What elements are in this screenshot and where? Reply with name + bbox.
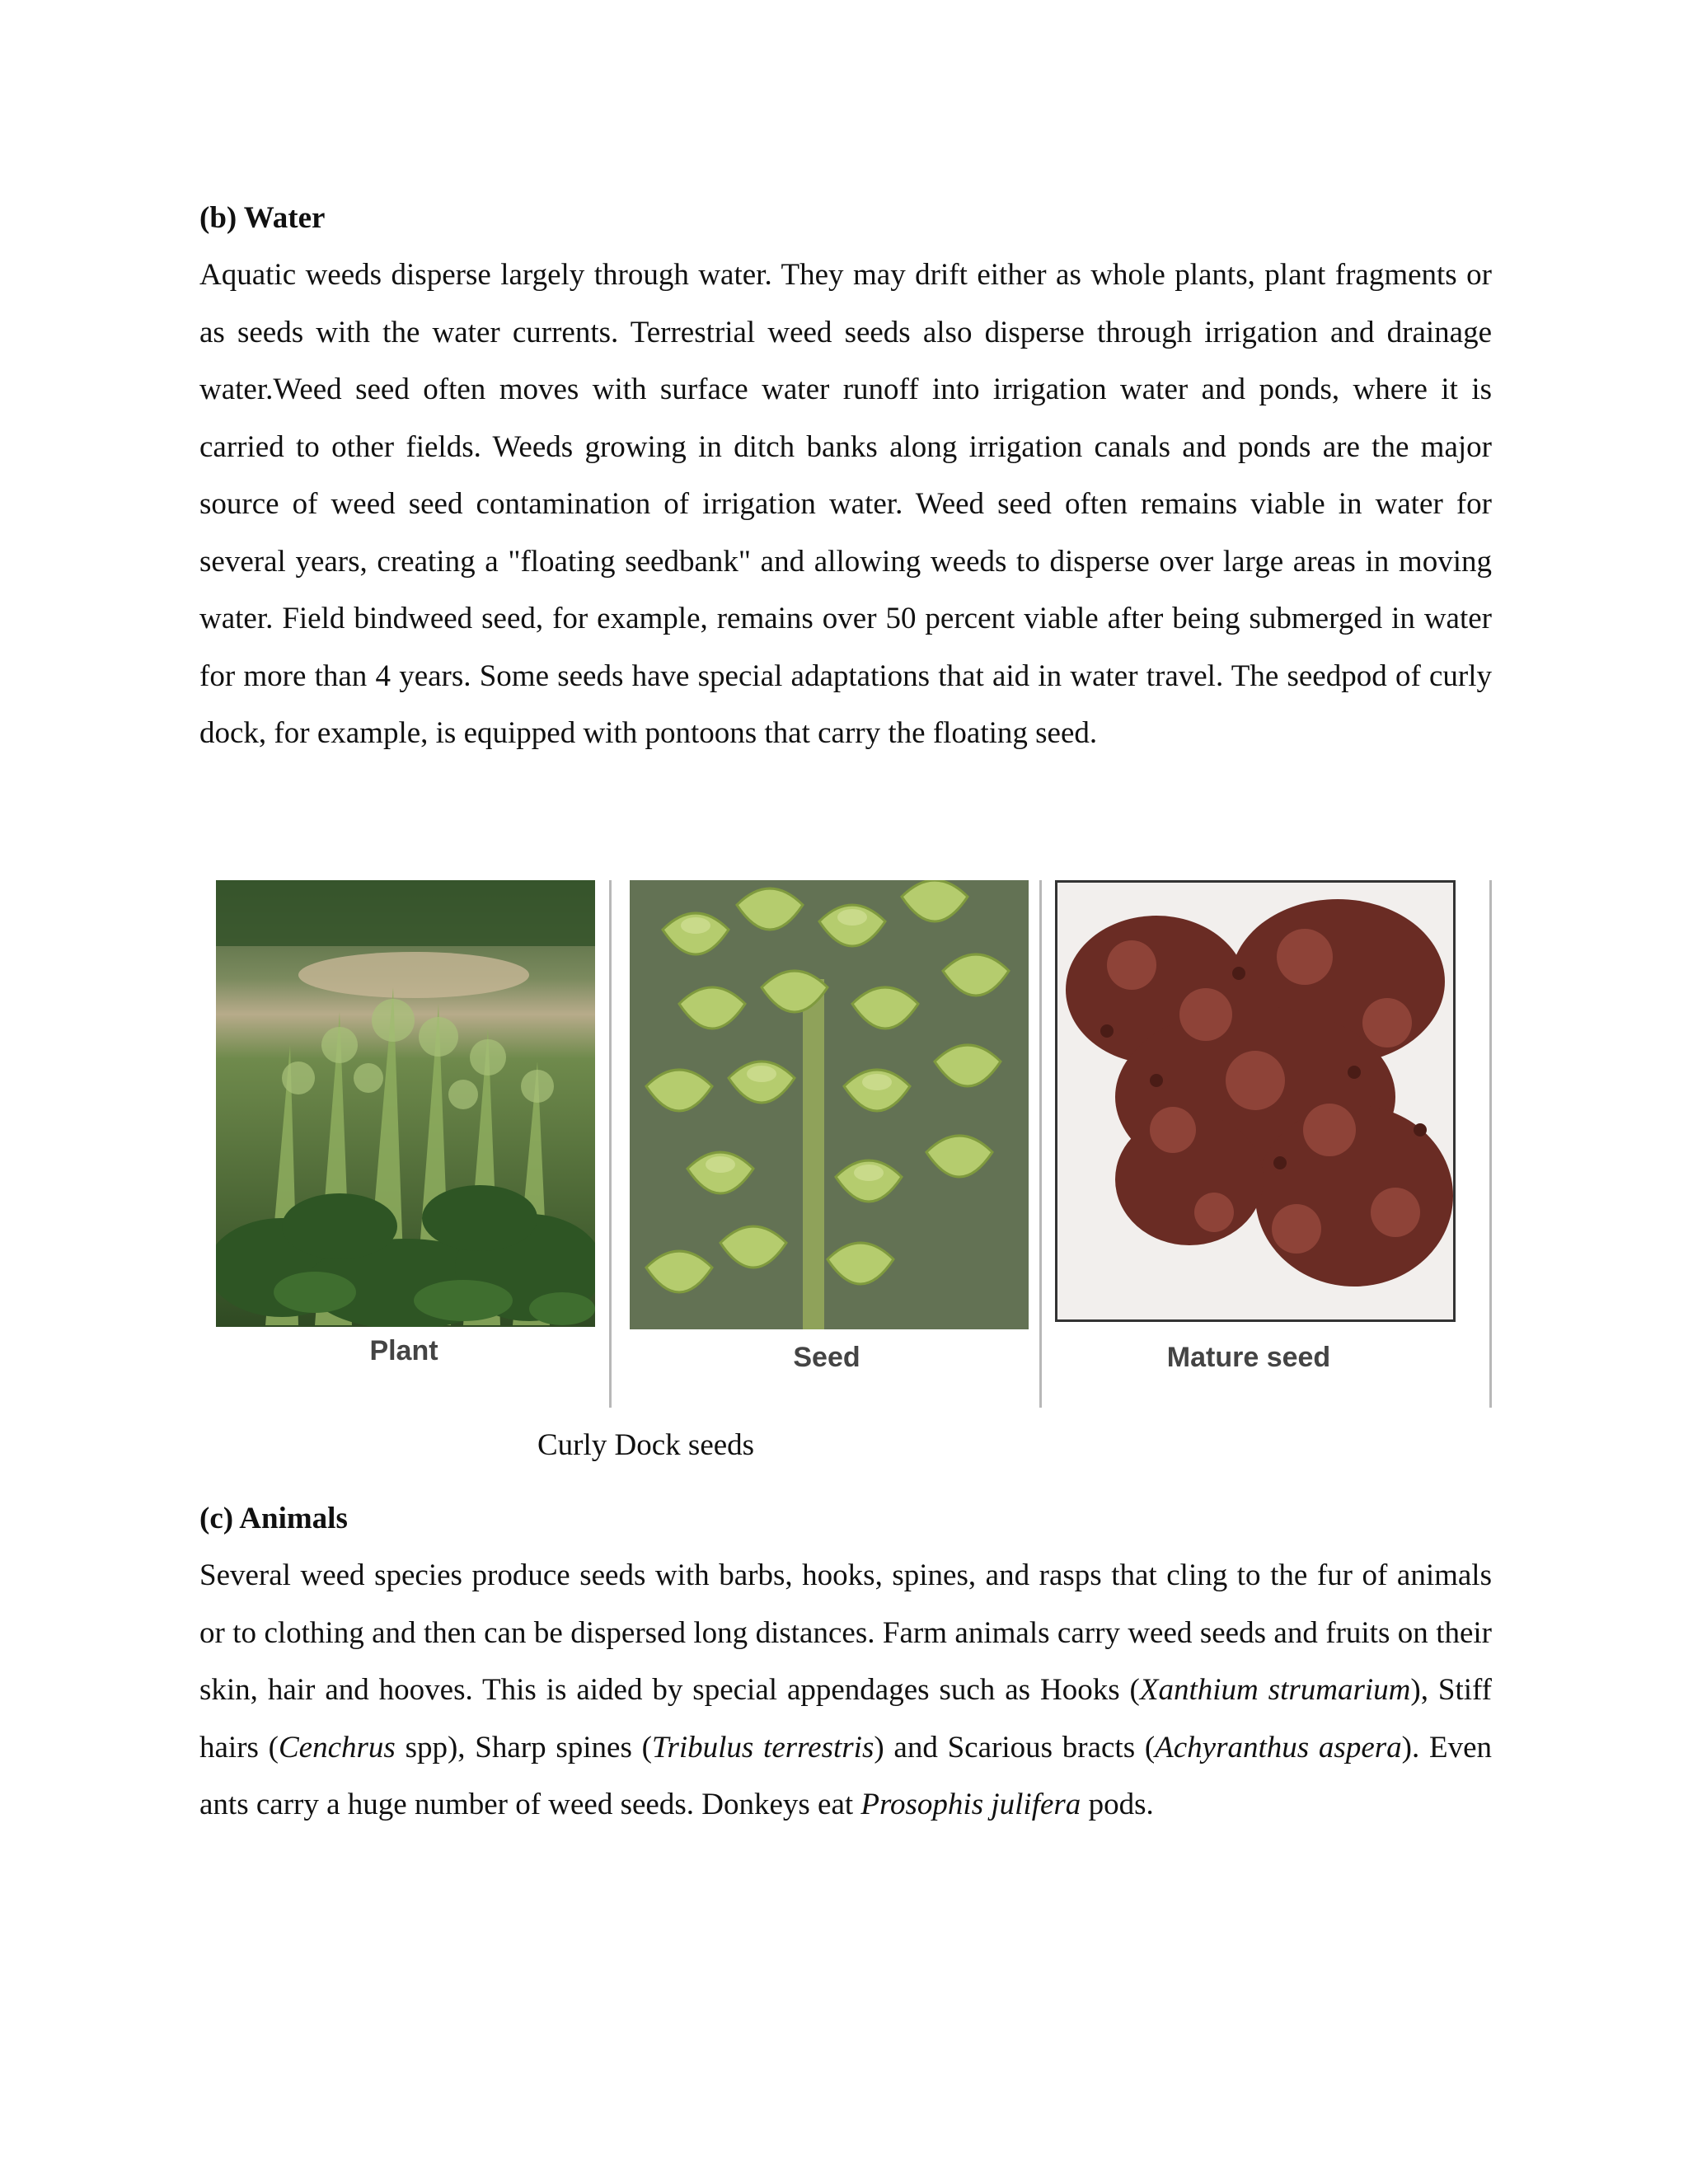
section-animals: [199, 1494, 1492, 1834]
mature-seed-image: [1057, 883, 1453, 1319]
mature-seed-photo: [1055, 880, 1456, 1322]
plant-panel: [206, 880, 602, 1408]
text-run: ), Stiff hairs (: [199, 1673, 1493, 1765]
text-run: pods.: [1081, 1788, 1154, 1821]
plant-image: [216, 880, 595, 1327]
panel-divider: [609, 880, 612, 1408]
text-run: ). Even ants carry a huge number of weed seeds. Donkeys eat: [199, 1730, 1492, 1821]
seed-image: [630, 880, 1029, 1329]
plant-photo: [216, 880, 595, 1327]
species-name: Achyranthus aspera: [1155, 1730, 1402, 1765]
species-name: Tribulus terrestris: [651, 1730, 874, 1765]
seed-photo: [630, 880, 1029, 1329]
species-name: Cenchrus: [279, 1730, 396, 1765]
section-heading-animals: (c) Animals: [199, 1502, 348, 1535]
curly-dock-figure: [206, 880, 1492, 1408]
seed-panel: [617, 880, 1037, 1408]
panel-divider: [1039, 880, 1042, 1408]
text-run: ) and Scarious bracts (: [874, 1730, 1156, 1765]
water-paragraph: Aquatic weeds disperse largely through water. They may drift either as whole plants, plant fragments or as seeds with the water currents. Terrestrial weed seeds also disperse through irrigation and drainage water.Weed seed often moves with surface water runoff into irrigation water and ponds, where it is carried to other fields. Weeds growing in ditch banks along irrigation canals and ponds are the major source of weed seed contamination of irrigation water. Weed seed often remains viable in water for several years, creating a "floating seedbank" and allowing weeds to disperse over large areas in moving water. Field bindweed seed, for example, remains over 50 percent viable after being submerged in water for more than 4 years. Some seeds have special adaptations that aid in water travel. The seedpod of curly dock, for example, is equipped with pontoons that carry the floating seed.: [199, 258, 1492, 750]
animals-paragraph: [199, 1547, 1492, 1834]
figure-caption: Curly Dock seeds: [537, 1428, 755, 1462]
mature-seed-panel: [1047, 880, 1492, 1408]
panel-divider: [1489, 880, 1492, 1408]
species-name: Prosophis julifera: [860, 1788, 1081, 1821]
text-run: Several weed species produce seeds with barbs, hooks, spines, and rasps that cling to the fur of animals or to clothing and then can be dispersed long distances. Farm animals carry weed seeds and fruits on their skin, hair and hooves. This is aided by special appendages such as Hooks (: [199, 1558, 1492, 1707]
plant-label: Plant: [369, 1335, 438, 1366]
mature-seed-label: Mature seed: [1166, 1342, 1331, 1373]
section-water: [199, 194, 1492, 762]
text-run: spp), Sharp spines (: [395, 1730, 652, 1765]
species-name: Xanthium strumarium: [1139, 1673, 1411, 1707]
seed-label: Seed: [793, 1342, 860, 1373]
section-heading-water: (b) Water: [199, 201, 326, 235]
